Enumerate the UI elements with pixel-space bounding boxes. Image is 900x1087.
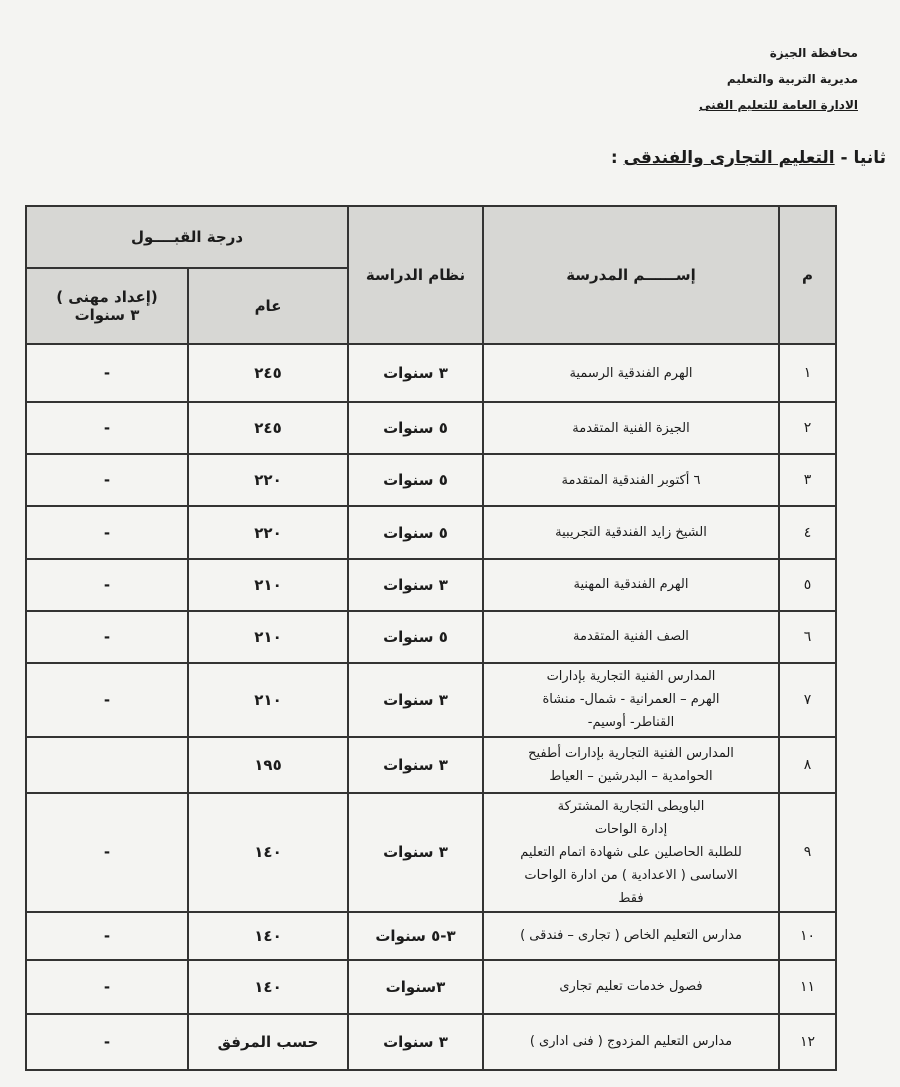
general-score: ٢١٠ bbox=[188, 663, 348, 737]
letterhead bbox=[699, 40, 858, 118]
general-score: ٢١٠ bbox=[188, 559, 348, 611]
table-row bbox=[26, 960, 836, 1014]
header-vocational-line1: (إعداد مهنى ) bbox=[56, 288, 158, 306]
school-name bbox=[483, 402, 779, 454]
table-row bbox=[26, 559, 836, 611]
row-number: ٧ bbox=[779, 663, 836, 737]
school-name bbox=[483, 559, 779, 611]
section-prefix: ثانيا - bbox=[840, 148, 886, 168]
school-name bbox=[483, 663, 779, 737]
school-name-line: القناطر- أوسيم- bbox=[587, 715, 675, 731]
vocational-score: - bbox=[26, 960, 188, 1014]
vocational-score: - bbox=[26, 506, 188, 558]
governorate-label: محافظة الجيزة bbox=[769, 46, 858, 60]
row-number: ٢ bbox=[779, 402, 836, 454]
study-system: ٣ سنوات bbox=[348, 344, 483, 402]
table-row bbox=[26, 506, 836, 558]
table-row bbox=[26, 793, 836, 911]
school-name-line: فقط bbox=[618, 890, 644, 906]
section-suffix: : bbox=[610, 148, 618, 168]
general-score: حسب المرفق bbox=[188, 1014, 348, 1070]
table-row bbox=[26, 663, 836, 737]
school-name bbox=[483, 1014, 779, 1070]
row-number: ١٠ bbox=[779, 912, 836, 960]
school-name-line: للطلبة الحاصلين على شهادة اتمام التعليم bbox=[520, 844, 742, 860]
table-row bbox=[26, 737, 836, 793]
study-system: ٥ سنوات bbox=[348, 402, 483, 454]
row-number: ٥ bbox=[779, 559, 836, 611]
vocational-score: - bbox=[26, 402, 188, 454]
vocational-score: - bbox=[26, 454, 188, 506]
school-name-line: إدارة الواحات bbox=[594, 821, 668, 837]
general-score: ٢٢٠ bbox=[188, 454, 348, 506]
school-name-line: الشيخ زايد الفندقية التجريبية bbox=[555, 525, 707, 540]
vocational-score: - bbox=[26, 793, 188, 911]
study-system: ٥ سنوات bbox=[348, 611, 483, 663]
school-name-line: الهرم الفندقية المهنية bbox=[573, 577, 689, 593]
table-row bbox=[26, 344, 836, 402]
school-name-line: مدارس التعليم الخاص ( تجارى – فندقى ) bbox=[520, 928, 742, 944]
school-name-line: المدارس الفنية التجارية بإدارات bbox=[546, 669, 716, 685]
row-number: ٩ bbox=[779, 793, 836, 911]
header-general: عام bbox=[188, 268, 348, 344]
school-name-line: الباويطى التجارية المشتركة bbox=[557, 798, 705, 814]
header-vocational-line2: ٣ سنوات bbox=[74, 306, 140, 324]
school-name-line: الجيزة الفنية المتقدمة bbox=[572, 420, 690, 436]
study-system: ٣ سنوات bbox=[348, 559, 483, 611]
table-row bbox=[26, 402, 836, 454]
header-num: م bbox=[779, 206, 836, 344]
general-score: ٢٢٠ bbox=[188, 506, 348, 558]
table-row bbox=[26, 1014, 836, 1070]
table-row bbox=[26, 454, 836, 506]
study-system: ٥ سنوات bbox=[348, 454, 483, 506]
general-score: ٢٤٥ bbox=[188, 402, 348, 454]
row-number: ٨ bbox=[779, 737, 836, 793]
directorate-label: مديرية التربية والتعليم bbox=[726, 72, 858, 86]
school-name-line: المدارس الفنية التجارية بإدارات أطفيح bbox=[528, 746, 734, 762]
general-score: ١٤٠ bbox=[188, 960, 348, 1014]
header-score-group: درجة القبــــول bbox=[26, 206, 348, 268]
general-score: ٢١٠ bbox=[188, 611, 348, 663]
section-heading: التعليم التجارى والفندقى bbox=[623, 148, 835, 168]
school-name-line: الهرم – العمرانية - شمال- منشاة bbox=[542, 692, 720, 708]
school-name-line: الهرم الفندقية الرسمية bbox=[569, 365, 693, 381]
study-system: ٣ سنوات bbox=[348, 663, 483, 737]
vocational-score: - bbox=[26, 344, 188, 402]
section-title bbox=[611, 148, 886, 168]
header-system: نظام الدراسة bbox=[348, 206, 483, 344]
study-system: ٣سنوات bbox=[348, 960, 483, 1014]
school-name bbox=[483, 960, 779, 1014]
general-score: ١٩٥ bbox=[188, 737, 348, 793]
general-score: ١٤٠ bbox=[188, 793, 348, 911]
header-row-top bbox=[26, 206, 836, 268]
school-name-line: الاساسى ( الاعدادية ) من ادارة الواحات bbox=[524, 867, 738, 883]
row-number: ٦ bbox=[779, 611, 836, 663]
row-number: ١ bbox=[779, 344, 836, 402]
school-name-line: مدارس التعليم المزدوج ( فنى ادارى ) bbox=[529, 1034, 733, 1050]
vocational-score: - bbox=[26, 663, 188, 737]
row-number: ٣ bbox=[779, 454, 836, 506]
school-name-line: فصول خدمات تعليم تجارى bbox=[559, 979, 703, 995]
vocational-score: - bbox=[26, 1014, 188, 1070]
table-row bbox=[26, 912, 836, 960]
admissions-table bbox=[25, 205, 837, 1071]
general-score: ١٤٠ bbox=[188, 912, 348, 960]
study-system: ٣ سنوات bbox=[348, 1014, 483, 1070]
general-score: ٢٤٥ bbox=[188, 344, 348, 402]
school-name bbox=[483, 344, 779, 402]
study-system: ٥ سنوات bbox=[348, 506, 483, 558]
study-system: ٣ سنوات bbox=[348, 737, 483, 793]
school-name bbox=[483, 737, 779, 793]
school-name-line: ٦ أكتوبر الفندقية المتقدمة bbox=[561, 472, 701, 488]
vocational-score: - bbox=[26, 611, 188, 663]
row-number: ١٢ bbox=[779, 1014, 836, 1070]
administration-label: الادارة العامة للتعليم الفنى bbox=[698, 98, 858, 112]
school-name bbox=[483, 454, 779, 506]
school-name bbox=[483, 912, 779, 960]
row-number: ١١ bbox=[779, 960, 836, 1014]
school-name-line: الصف الفنية المتقدمة bbox=[573, 629, 689, 645]
school-name-line: الحوامدية – البدرشين – العياط bbox=[549, 769, 713, 785]
table-row bbox=[26, 611, 836, 663]
school-name bbox=[483, 793, 779, 911]
header-vocational bbox=[26, 268, 188, 344]
school-name bbox=[483, 506, 779, 558]
study-system: ٣ سنوات bbox=[348, 793, 483, 911]
vocational-score: - bbox=[26, 559, 188, 611]
vocational-score: - bbox=[26, 912, 188, 960]
study-system: ٣-٥ سنوات bbox=[348, 912, 483, 960]
header-school: إســــــم المدرسة bbox=[483, 206, 779, 344]
row-number: ٤ bbox=[779, 506, 836, 558]
table-body bbox=[26, 344, 836, 1070]
vocational-score bbox=[26, 737, 188, 793]
school-name bbox=[483, 611, 779, 663]
